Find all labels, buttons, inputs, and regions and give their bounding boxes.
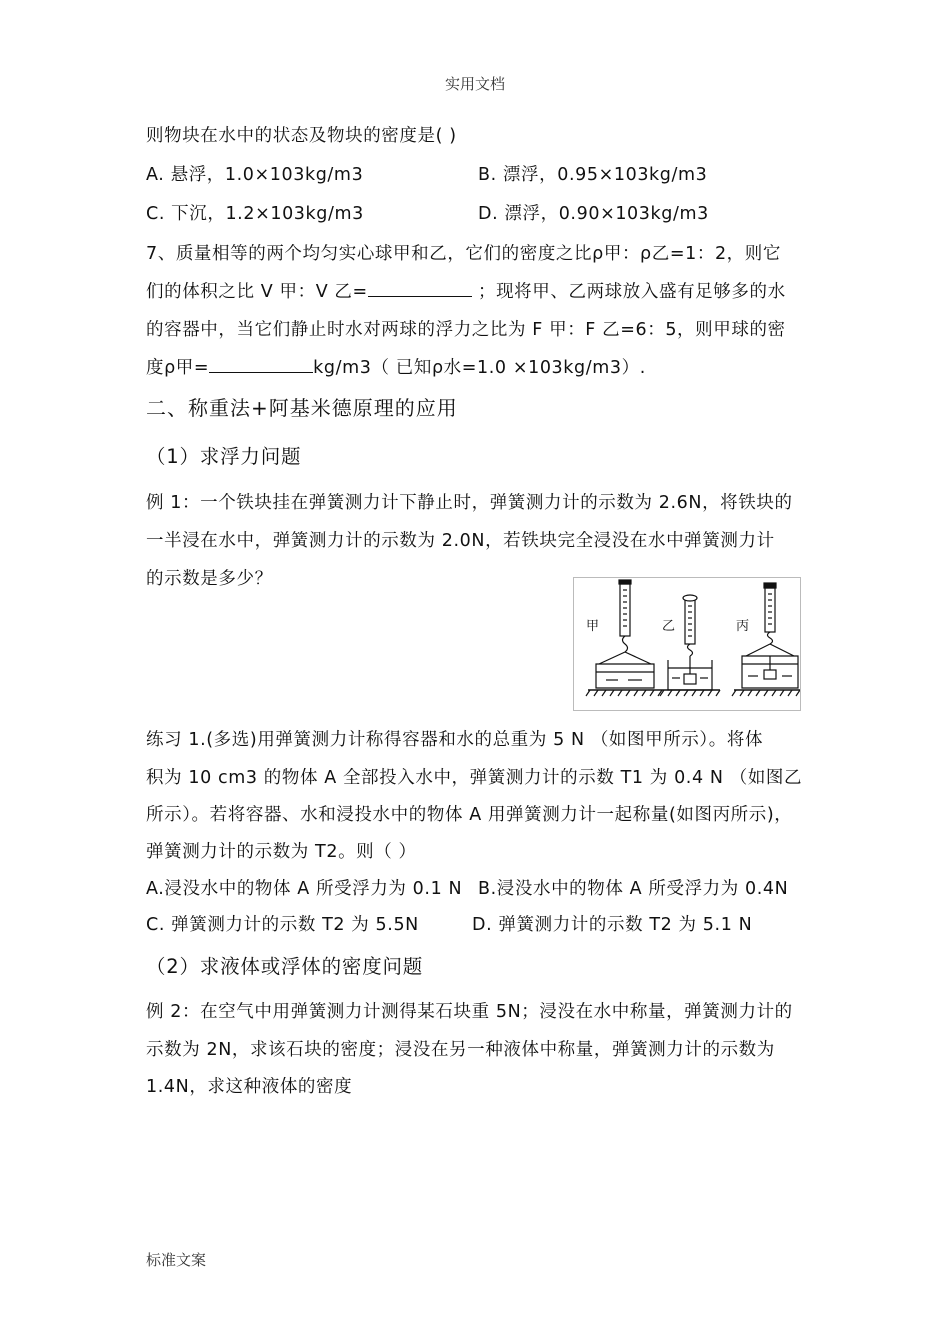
q7-line-4-text-b: kg/m3（ 已知ρ水=1.0 ×103kg/m3）.: [313, 358, 646, 378]
figure-label-yi: 乙: [662, 619, 676, 634]
q6-option-c: C. 下沉，1.2×103kg/m3: [146, 204, 364, 224]
practice-1-line-3: 所示）。若将容器、水和浸投水中的物体 A 用弹簧测力计一起称量(如图丙所示)，: [146, 805, 793, 825]
q7-line-2: [146, 278, 786, 303]
subsection-1-title: （1）求浮力问题: [146, 445, 302, 468]
q7-line-3: 的容器中，当它们静止时水对两球的浮力之比为 F 甲：F 乙=6：5，则甲球的密: [146, 320, 786, 340]
q6-option-d: D. 漂浮，0.90×103kg/m3: [478, 204, 709, 224]
answer-blank-density[interactable]: [209, 354, 313, 373]
spring-scale-diagram: [574, 578, 800, 710]
practice-1-line-1: 练习 1.(多选)用弹簧测力计称得容器和水的总重为 5 N （如图甲所示）。将体: [146, 730, 764, 750]
figure-label-bing: 丙: [736, 619, 750, 634]
page-footer: 标准文案: [146, 1251, 207, 1269]
practice-1-option-a: A.浸没水中的物体 A 所受浮力为 0.1 N: [146, 879, 463, 899]
practice-1-line-2: 积为 10 cm3 的物体 A 全部投入水中，弹簧测力计的示数 T1 为 0.4 N （如图乙: [146, 768, 803, 788]
example-2-line-2: 示数为 2N，求该石块的密度；浸没在另一种液体中称量，弹簧测力计的示数为: [146, 1040, 775, 1060]
q7-line-4: [146, 354, 646, 379]
example-2-line-3: 1.4N，求这种液体的密度: [146, 1077, 353, 1097]
q7-line-2-text-a: 们的体积之比 V 甲：V 乙=: [146, 282, 368, 302]
q7-line-2-text-b: ；现将甲、乙两球放入盛有足够多的水: [477, 282, 786, 302]
practice-1-option-c: C. 弹簧测力计的示数 T2 为 5.5N: [146, 915, 419, 935]
setup-bing: [732, 583, 800, 696]
spring-scale-figure: [573, 577, 801, 711]
answer-blank-volume-ratio[interactable]: [368, 278, 472, 297]
example-2-line-1: 例 2：在空气中用弹簧测力计测得某石块重 5N；浸没在水中称量，弹簧测力计的: [146, 1002, 793, 1022]
subsection-2-title: （2）求液体或浮体的密度问题: [146, 955, 424, 978]
q6-option-b: B. 漂浮，0.95×103kg/m3: [478, 165, 708, 185]
setup-jia: [586, 580, 662, 696]
q7-line-4-text-a: 度ρ甲=: [146, 358, 210, 378]
example-1-line-2: 一半浸在水中，弹簧测力计的示数为 2.0N，若铁块完全浸没在水中弹簧测力计: [146, 531, 775, 551]
practice-1-line-4: 弹簧测力计的示数为 T2。则（ ）: [146, 842, 417, 862]
setup-yi: [660, 595, 720, 696]
q6-option-a: A. 悬浮，1.0×103kg/m3: [146, 165, 364, 185]
q7-line-1: 7、质量相等的两个均匀实心球甲和乙，它们的密度之比ρ甲：ρ乙=1：2，则它: [146, 244, 781, 264]
example-1-line-1: 例 1：一个铁块挂在弹簧测力计下静止时，弹簧测力计的示数为 2.6N，将铁块的: [146, 493, 793, 513]
practice-1-option-d: D. 弹簧测力计的示数 T2 为 5.1 N: [472, 915, 753, 935]
practice-1-option-b: B.浸没水中的物体 A 所受浮力为 0.4N: [478, 879, 789, 899]
section-2-title: 二、称重法+阿基米德原理的应用: [146, 396, 458, 420]
figure-label-jia: 甲: [586, 619, 600, 634]
example-1-line-3: 的示数是多少？: [146, 569, 273, 589]
page-header: 实用文档: [445, 75, 506, 93]
q6-stem: 则物块在水中的状态及物块的密度是( ): [146, 126, 457, 146]
